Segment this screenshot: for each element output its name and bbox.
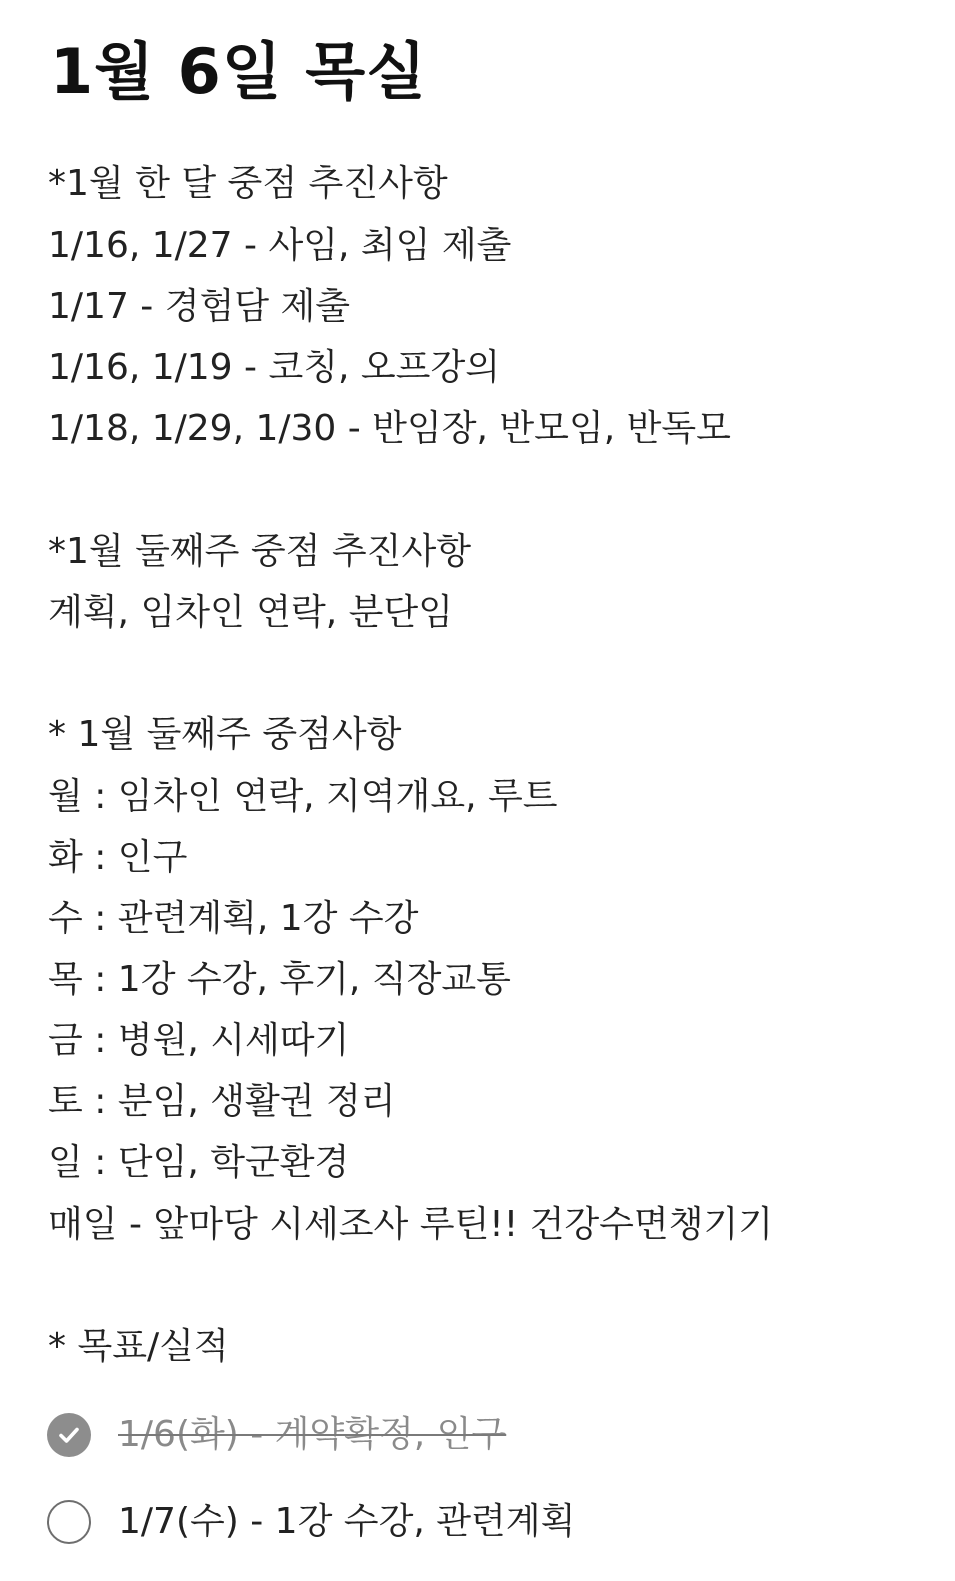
section-heading-month: *1월 한 달 중점 추진사항 [48, 163, 448, 204]
day-line-mon: 월 : 임차인 연락, 지역개요, 루트 [48, 776, 558, 817]
day-line-sat: 토 : 분임, 생활권 정리 [48, 1081, 396, 1122]
section-heading-goals: * 목표/실적 [48, 1326, 229, 1367]
checklist-item-label: 1/6(화) - 계약확정, 인구 [118, 1414, 507, 1455]
day-line-sun: 일 : 단임, 학군환경 [48, 1142, 350, 1183]
circle-outline-icon[interactable] [47, 1500, 91, 1544]
check-circle-filled-icon[interactable] [47, 1413, 91, 1457]
checklist-item-done[interactable] [47, 1411, 506, 1459]
month-line: 1/18, 1/29, 1/30 - 반임장, 반모임, 반독모 [48, 408, 731, 449]
page-title: 1월 6일 목실 [50, 35, 428, 108]
checklist-item-todo[interactable] [47, 1498, 575, 1546]
month-line: 1/16, 1/19 - 코칭, 오프강의 [48, 347, 500, 388]
daily-routine-line: 매일 - 앞마당 시세조사 루틴!! 건강수면챙기기 [48, 1204, 774, 1245]
day-line-wed: 수 : 관련계획, 1강 수강 [48, 898, 419, 939]
month-line: 1/16, 1/27 - 사임, 최임 제출 [48, 225, 512, 266]
section-heading-week2-focus: * 1월 둘째주 중점사항 [48, 714, 402, 755]
day-line-tue: 화 : 인구 [48, 837, 188, 878]
day-line-fri: 금 : 병원, 시세따기 [48, 1020, 350, 1061]
week2-push-line: 계획, 임차인 연락, 분단임 [48, 592, 453, 633]
checklist-item-label: 1/7(수) - 1강 수강, 관련계획 [118, 1501, 576, 1542]
section-heading-week2-push: *1월 둘째주 중점 추진사항 [48, 531, 471, 572]
day-line-thu: 목 : 1강 수강, 후기, 직장교통 [48, 959, 511, 1000]
month-line: 1/17 - 경험담 제출 [48, 286, 351, 327]
checkmark-icon [56, 1422, 82, 1448]
